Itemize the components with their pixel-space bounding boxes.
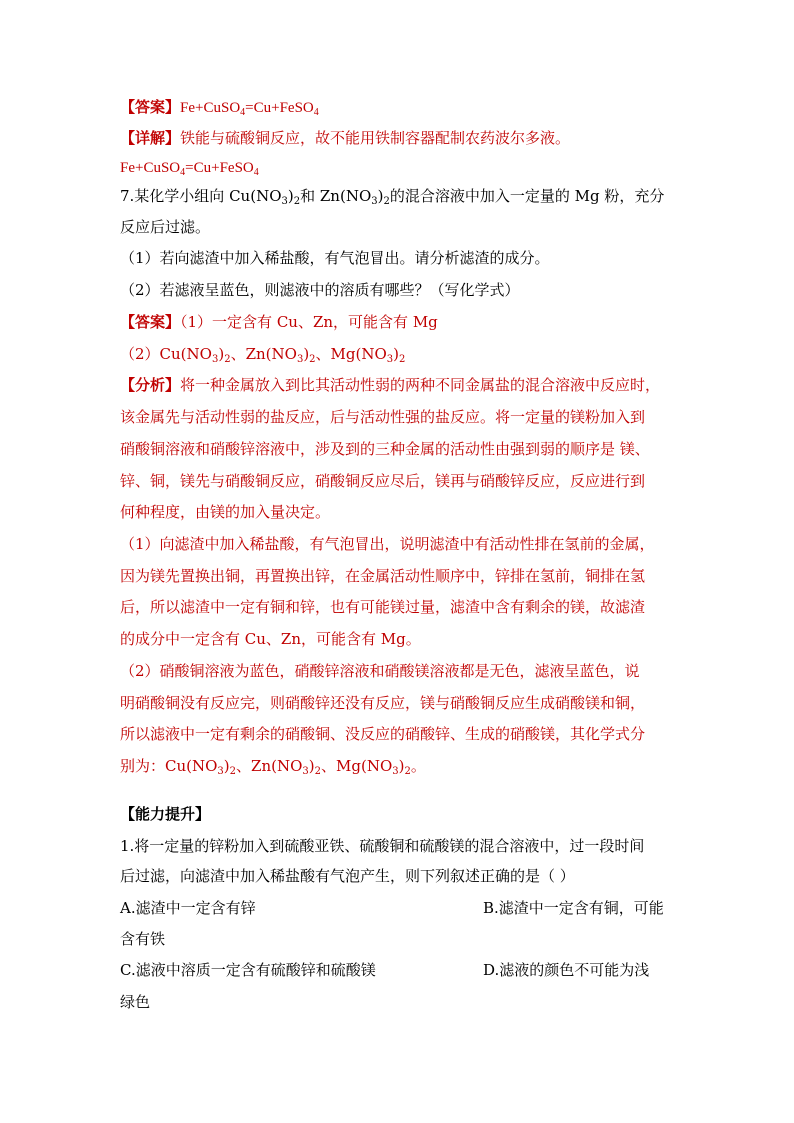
analysis-line-2: 该金属先与活动性弱的盐反应，后与活动性强的盐反应。将一定量的镁粉加入到 [120, 408, 646, 426]
q7-answer-1: （1）一定含有 Cu、Zn，可能含有 Mg [180, 313, 438, 331]
option-b-continued: 含有铁 [120, 930, 166, 948]
option-b: B.滤渣中一定含有铜，可能 [483, 899, 664, 917]
part1-line-1: （1）向滤渣中加入稀盐酸，有气泡冒出，说明滤渣中有活动性排在氢前的金属， [120, 535, 655, 553]
q6-detail-line [120, 128, 680, 148]
q6-answer-equation: Fe+CuSO$_4$=Cu+FeSO$_4$ [180, 100, 319, 118]
q7-answer-line-1 [120, 312, 680, 332]
part2-line-4: 别为：$Cu(NO_3)_2$、$Zn(NO_3)_2$、$Mg(NO_3)_2$。 [120, 757, 426, 777]
answer-tag: 【答案】 [120, 313, 181, 331]
analysis-line-4: 锌、铜，镁先与硝酸铜反应，硝酸铜反应尽后，镁再与硝酸锌反应，反应进行到 [120, 472, 646, 490]
q7-stem-line-1: 7.某化学小组向 $Cu(NO_3)_2$和 $Zn(NO_3)_2$的混合溶液中加入一定量的 Mg 粉，充分 [120, 187, 665, 207]
q7-subquestion-2: （2）若滤液呈蓝色，则滤液中的溶质有哪些？（写化学式） [120, 281, 520, 299]
n1-stem-line-1: 1.将一定量的锌粉加入到硫酸亚铁、硫酸铜和硫酸镁的混合溶液中，过一段时间 [120, 837, 645, 855]
q7-answer-line-2: $(2)Cu(NO_3)_2$、$Zn(NO_3)_2$、$Mg(NO_3)_2$ [120, 345, 406, 365]
option-d-continued: 绿色 [120, 993, 151, 1011]
option-a: A.滤渣中一定含有锌 [120, 899, 256, 917]
option-d: D.滤液的颜色不可能为浅 [483, 961, 650, 979]
q7-subquestion-1: （1）若向滤渣中加入稀盐酸，有气泡冒出。请分析滤渣的成分。 [120, 249, 550, 267]
analysis-line-5: 何种程度，由镁的加入量决定。 [120, 503, 331, 521]
part1-line-2: 因为镁先置换出铜，再置换出锌，在金属活动性顺序中，锌排在氢前，铜排在氢 [120, 567, 646, 585]
part1-line-4: 的成分中一定含有 Cu、Zn，可能含有 Mg。 [120, 630, 421, 648]
q6-equation-line: Fe+CuSO$_4$=Cu+FeSO$_4$ [120, 160, 259, 178]
part2-line-2: 明硝酸铜没有反应完，则硝酸锌还没有反应，镁与硝酸铜反应生成硝酸镁和铜， [120, 694, 646, 712]
part2-line-1: （2）硝酸铜溶液为蓝色，硝酸锌溶液和硝酸镁溶液都是无色，滤液呈蓝色，说 [120, 662, 640, 680]
q6-detail-text: 铁能与硫酸铜反应，故不能用铁制容器配制农药波尔多液。 [180, 129, 571, 147]
q7-stem-line-2: 反应后过滤。 [120, 218, 211, 236]
option-c: C.滤液中溶质一定含有硫酸锌和硫酸镁 [120, 961, 376, 979]
part1-line-3: 后，所以滤渣中一定有铜和锌，也有可能镁过量，滤渣中含有剩余的镁，故滤渣 [120, 598, 646, 616]
detail-tag: 【详解】 [120, 129, 181, 147]
q6-answer-line [120, 97, 680, 118]
n1-stem-line-2: 后过滤，向滤渣中加入稀盐酸有气泡产生，则下列叙述正确的是（ ） [120, 867, 575, 885]
analysis-tag: 【分析】 [120, 376, 181, 394]
analysis-line-1: 【分析】将一种金属放入到比其活动性弱的两种不同金属盐的混合溶液中反应时， [120, 376, 661, 394]
part2-line-3: 所以滤液中一定有剩余的硝酸铜、没反应的硝酸锌、生成的硝酸镁，其化学式分 [120, 725, 646, 743]
answer-tag: 【答案】 [120, 98, 181, 116]
section-heading: 【能力提升】 [120, 805, 211, 823]
analysis-line-3: 硝酸铜溶液和硝酸锌溶液中，涉及到的三种金属的活动性由强到弱的顺序是 镁、 [120, 440, 650, 458]
